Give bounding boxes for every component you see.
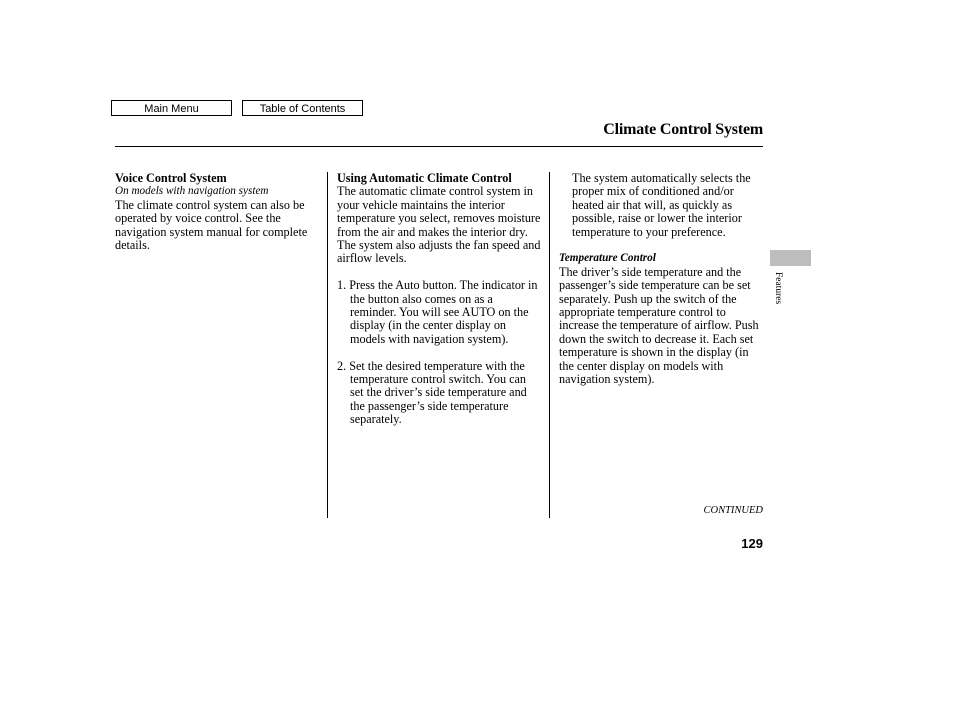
auto-climate-step-1: 1. Press the Auto button. The indicator in the button also comes on as a reminder. You will see AUTO on the display (in the center display on models with navigation system). <box>337 278 538 346</box>
column-automatic-climate <box>337 172 541 427</box>
table-of-contents-button[interactable]: Table of Contents <box>242 100 363 116</box>
auto-climate-intro: The automatic climate control system in your vehicle maintains the interior temperature you select, removes moisture from the air and makes the interior dry. The system also adjusts the fan speed and airflow levels. <box>337 184 541 266</box>
page-number: 129 <box>741 536 763 551</box>
column-divider-1 <box>327 172 328 518</box>
header-rule <box>115 146 763 147</box>
auto-climate-heading: Using Automatic Climate Control <box>337 171 512 185</box>
auto-climate-step-2: 2. Set the desired temperature with the temperature control switch. You can set the driver’s side temperature and the passenger’s side temperature separately. <box>337 358 527 427</box>
continued-label: CONTINUED <box>703 505 763 516</box>
temperature-control-body: The driver’s side temperature and the passenger’s side temperature can be set separately. Push up the switch of the appropriate temperature control to increase the temperature of airflow. Push down the switch to decrease it. Each set temperature is shown in the display (in the center display on models with navigation system). <box>559 264 759 387</box>
page-title: Climate Control System <box>603 121 763 138</box>
voice-control-heading: Voice Control System <box>115 171 227 185</box>
column-voice-control <box>115 172 321 252</box>
column-temperature-control <box>559 172 765 386</box>
temperature-control-subheading: Temperature Control <box>559 252 656 265</box>
main-menu-button[interactable]: Main Menu <box>111 100 232 116</box>
voice-control-body: The climate control system can also be operated by voice control. See the navigation system manual for complete details. <box>115 197 308 253</box>
auto-climate-continuation: The system automatically selects the proper mix of conditioned and/or heated air that will, as quickly as possible, raise or lower the interior temperature to your preference. <box>572 171 751 239</box>
column-divider-2 <box>549 172 550 518</box>
section-label-features: Features <box>773 272 783 305</box>
section-tab-marker <box>770 250 811 266</box>
voice-control-subheading: On models with navigation system <box>115 185 269 198</box>
